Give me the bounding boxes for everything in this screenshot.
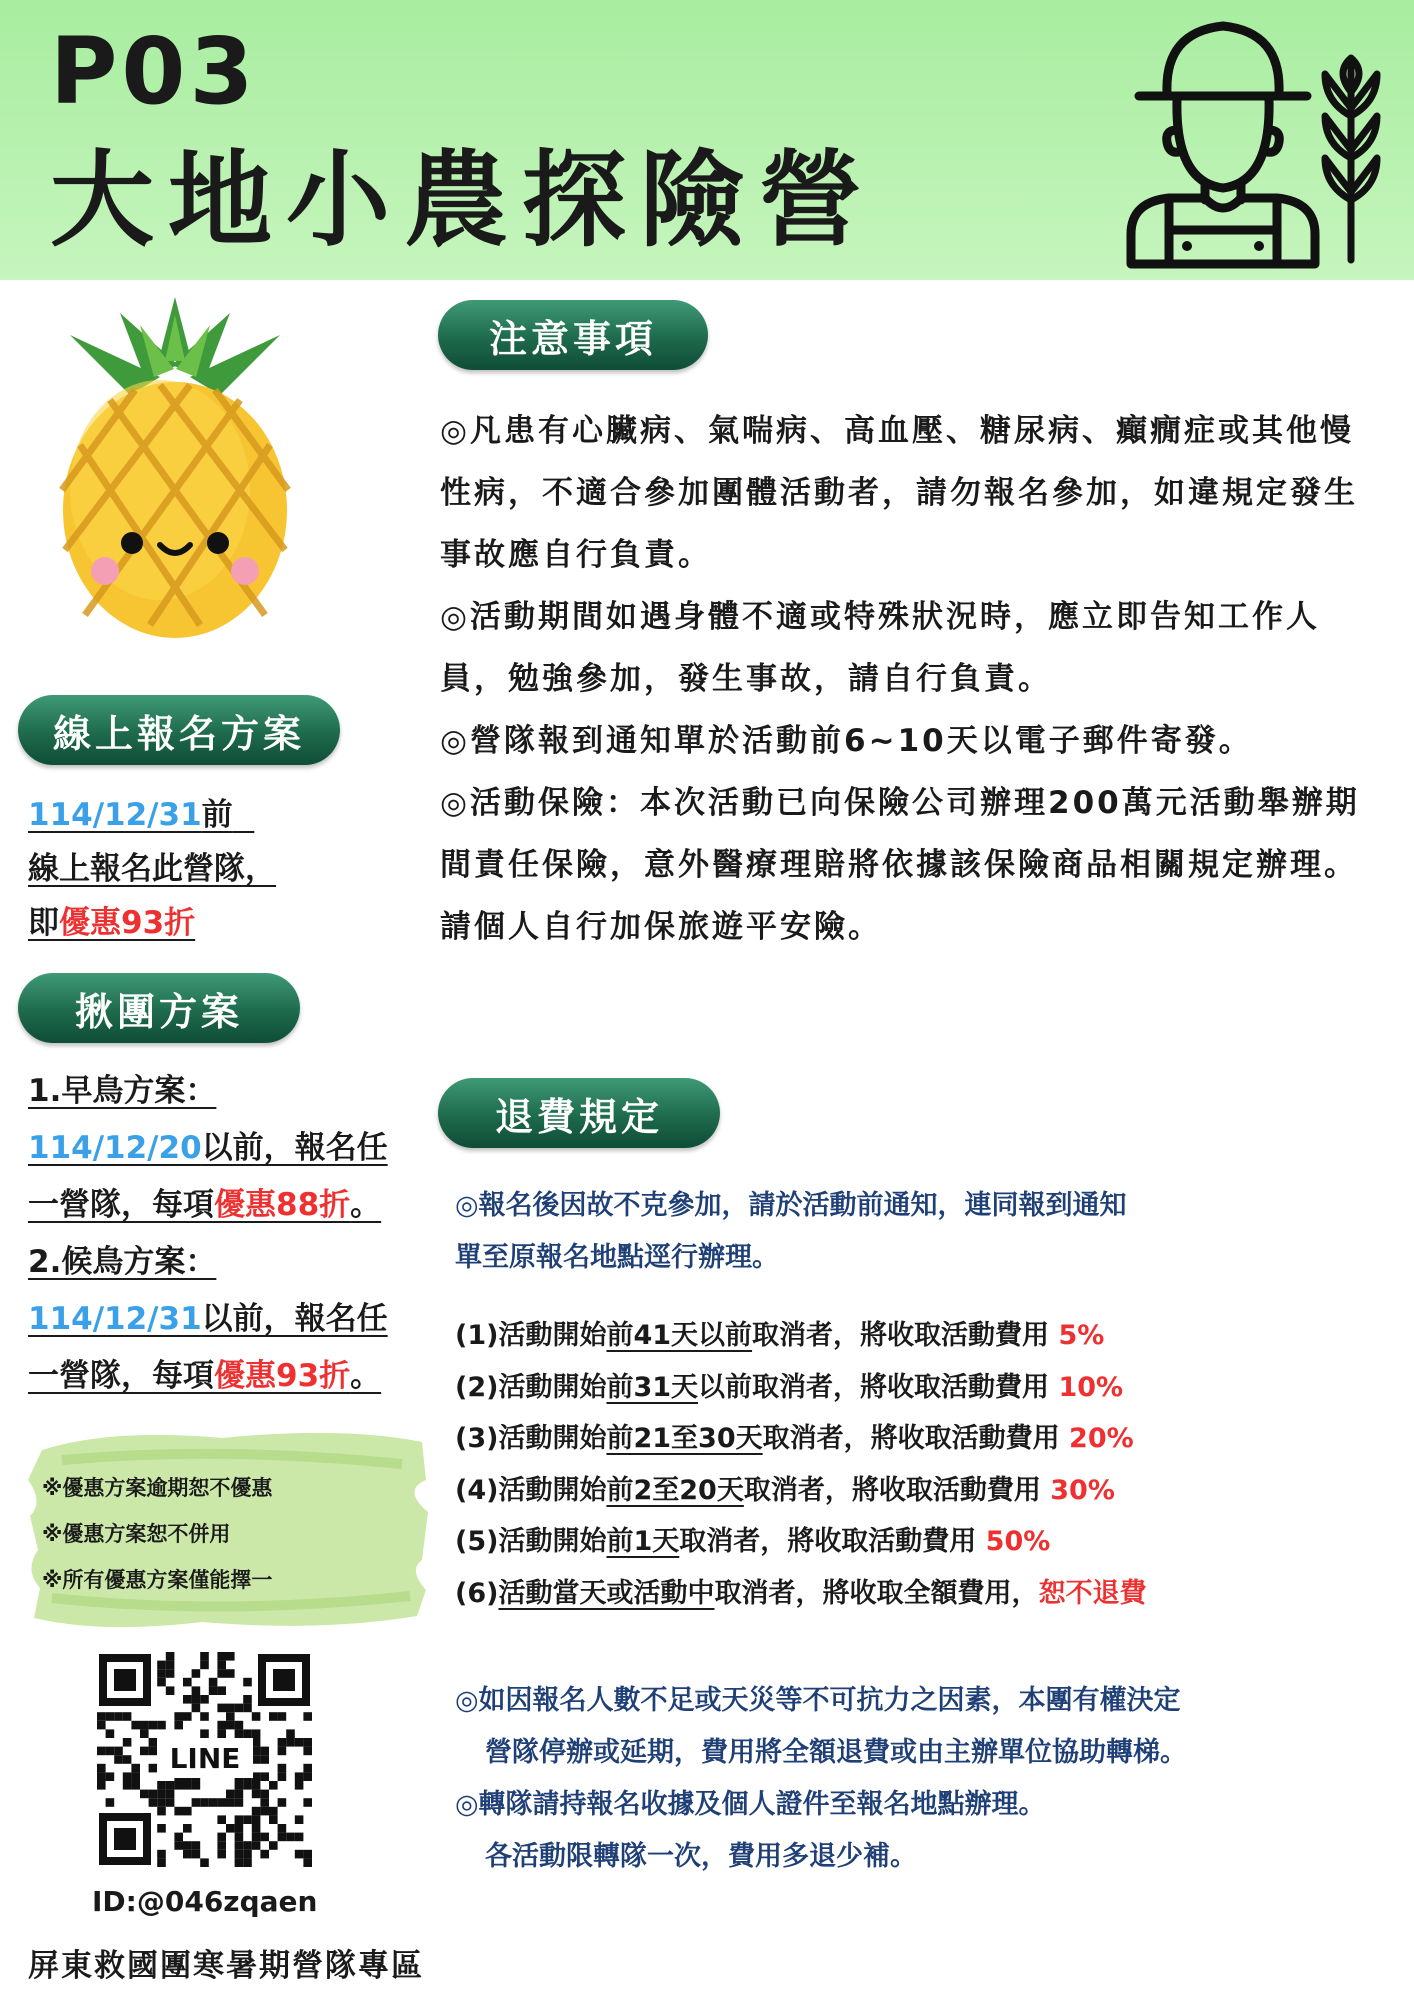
notice-item-travel-insurance: 請個人自行加保旅遊平安險。 (440, 909, 882, 945)
refund-item-period: 前41天以前 (606, 1320, 753, 1351)
refund-item-prefix: (1)活動開始 (455, 1320, 607, 1351)
refund-item (455, 1413, 1385, 1465)
refund-item-fee: 10% (1058, 1371, 1124, 1403)
online-plan-line3 (28, 896, 276, 950)
refund-item (455, 1362, 1385, 1414)
migrant-bird-prefix: 一營隊，每項 (28, 1358, 214, 1394)
discount-note-3: ※所有優惠方案僅能擇一 (42, 1568, 273, 1592)
transfer-line2: 各活動限轉隊一次，費用多退少補。 (485, 1841, 917, 1872)
refund-item (455, 1465, 1385, 1517)
migrant-bird-line2 (28, 1291, 388, 1348)
refund-list (455, 1310, 1385, 1619)
group-plan-text (28, 1063, 388, 1405)
group-plan-pill (18, 973, 300, 1043)
migrant-bird-discount: 優惠93折 (214, 1358, 351, 1394)
refund-item-period: 前1天 (606, 1526, 680, 1557)
refund-item-fee: 5% (1058, 1320, 1105, 1351)
line-id: ID:@046zqaen (92, 1885, 318, 1918)
refund-item-period: 前31天 (606, 1371, 699, 1403)
refund-item (455, 1568, 1385, 1620)
refund-item-prefix: (3)活動開始 (455, 1423, 607, 1454)
refund-bottom-notes (455, 1675, 1400, 1883)
early-bird-title: 1.早鳥方案： (28, 1073, 217, 1109)
page-title: 大地小農探險營 (50, 139, 877, 261)
refund-item-fee: 恕不退費 (1038, 1577, 1147, 1609)
discount-notes (42, 1465, 272, 1603)
notice-pill-label: 注意事項 (488, 316, 657, 361)
migrant-bird-title: 2.候鳥方案： (28, 1244, 217, 1280)
footer-title: 屏東救國團寒暑期營隊專區 (28, 1948, 424, 1984)
refund-item-rest: 取消者，將收取活動費用 (752, 1320, 1059, 1351)
refund-item-rest: 取消者，將收取活動費用 (743, 1474, 1051, 1506)
online-plan-text (28, 788, 276, 950)
notice-section (440, 400, 1385, 958)
migrant-bird-line3 (28, 1348, 388, 1405)
early-bird-date: 114/12/20 (28, 1130, 202, 1166)
online-plan-pill (18, 695, 340, 765)
online-plan-pill-label: 線上報名方案 (52, 711, 305, 756)
early-bird-line2 (28, 1120, 388, 1177)
refund-item-prefix: (6) (455, 1577, 499, 1609)
migrant-bird-end: 。 (350, 1358, 382, 1394)
group-plan-pill-label: 揪團方案 (74, 989, 243, 1034)
notice-item-health: ◎凡患有心臟病、氣喘病、高血壓、糖尿病、癲癇症或其他慢性病，不適合參加團體活動者，請勿報名參加，如違規定發生事故應自行負責。 (440, 413, 1358, 573)
farmer-icon (1125, 12, 1385, 270)
early-bird-end: 。 (350, 1187, 382, 1223)
refund-item-rest: 取消者，將收取活動費用 (762, 1423, 1070, 1454)
refund-item-fee: 20% (1069, 1423, 1134, 1454)
refund-lead-line1: ◎報名後因故不克參加，請於活動前通知，連同報到通知 (455, 1190, 1127, 1221)
refund-pill (438, 1078, 720, 1148)
refund-lead (455, 1180, 1355, 1284)
refund-item (455, 1516, 1385, 1568)
refund-item-period: 前21至30天 (606, 1423, 763, 1454)
online-plan-discount: 優惠93折 (59, 905, 196, 941)
online-plan-line1 (28, 788, 276, 842)
camp-code: P03 (50, 18, 258, 125)
refund-item-rest: 取消者，將收取全額費用， (714, 1577, 1039, 1609)
early-bird-discount: 優惠88折 (214, 1187, 351, 1223)
refund-item-prefix: (4)活動開始 (455, 1474, 607, 1506)
notice-item-discomfort: ◎活動期間如遇身體不適或特殊狀況時，應立即告知工作人員，勉強參加，發生事故，請自行負責。 (440, 599, 1321, 697)
early-bird-prefix: 一營隊，每項 (28, 1187, 214, 1223)
discount-note-1: ※優惠方案逾期恕不優惠 (42, 1476, 273, 1500)
online-plan-line2: 線上報名此營隊， (28, 851, 276, 887)
early-bird-rest: 以前，報名任 (201, 1130, 388, 1166)
line-qr-code[interactable] (97, 1652, 312, 1867)
refund-item-fee: 30% (1050, 1474, 1115, 1506)
discount-note-2: ※優惠方案恕不併用 (42, 1522, 231, 1546)
force-majeure-line2: 營隊停辦或延期，費用將全額退費或由主辦單位協助轉梯。 (485, 1737, 1187, 1768)
migrant-bird-date: 114/12/31 (28, 1301, 202, 1337)
refund-item-prefix: (2)活動開始 (455, 1371, 607, 1403)
migrant-bird-rest: 以前，報名任 (201, 1301, 388, 1337)
header-banner (0, 0, 1414, 280)
qr-line-label: LINE (169, 1742, 241, 1775)
online-plan-deadline: 114/12/31 (28, 797, 202, 833)
notice-item-insurance: ◎活動保險：本次活動已向保險公司辦理200萬元活動舉辦期間責任保險，意外醫療理賠將依據該保險商品相關規定辦理。 (440, 785, 1360, 883)
online-plan-prefix: 即 (28, 905, 59, 941)
refund-item-prefix: (5)活動開始 (455, 1526, 607, 1557)
refund-item-rest: 以前取消者，將收取活動費用 (698, 1371, 1059, 1403)
refund-item-period: 前2至20天 (606, 1474, 744, 1506)
refund-item (455, 1310, 1385, 1362)
transfer-line1: ◎轉隊請持報名收據及個人證件至報名地點辦理。 (455, 1789, 1046, 1820)
notice-item-email: ◎營隊報到通知單於活動前6~10天以電子郵件寄發。 (440, 723, 1253, 759)
refund-item-fee: 50% (985, 1526, 1051, 1557)
force-majeure-line1: ◎如因報名人數不足或天災等不可抗力之因素，本團有權決定 (455, 1685, 1181, 1716)
early-bird-line3 (28, 1177, 388, 1234)
refund-lead-line2: 單至原報名地點逕行辦理。 (455, 1242, 779, 1273)
refund-item-period: 活動當天或活動中 (498, 1577, 715, 1609)
refund-item-rest: 取消者，將收取活動費用 (679, 1526, 986, 1557)
pineapple-illustration (50, 295, 300, 640)
online-plan-before: 前 (201, 797, 233, 833)
notice-pill (438, 300, 708, 370)
refund-pill-label: 退費規定 (494, 1094, 663, 1139)
